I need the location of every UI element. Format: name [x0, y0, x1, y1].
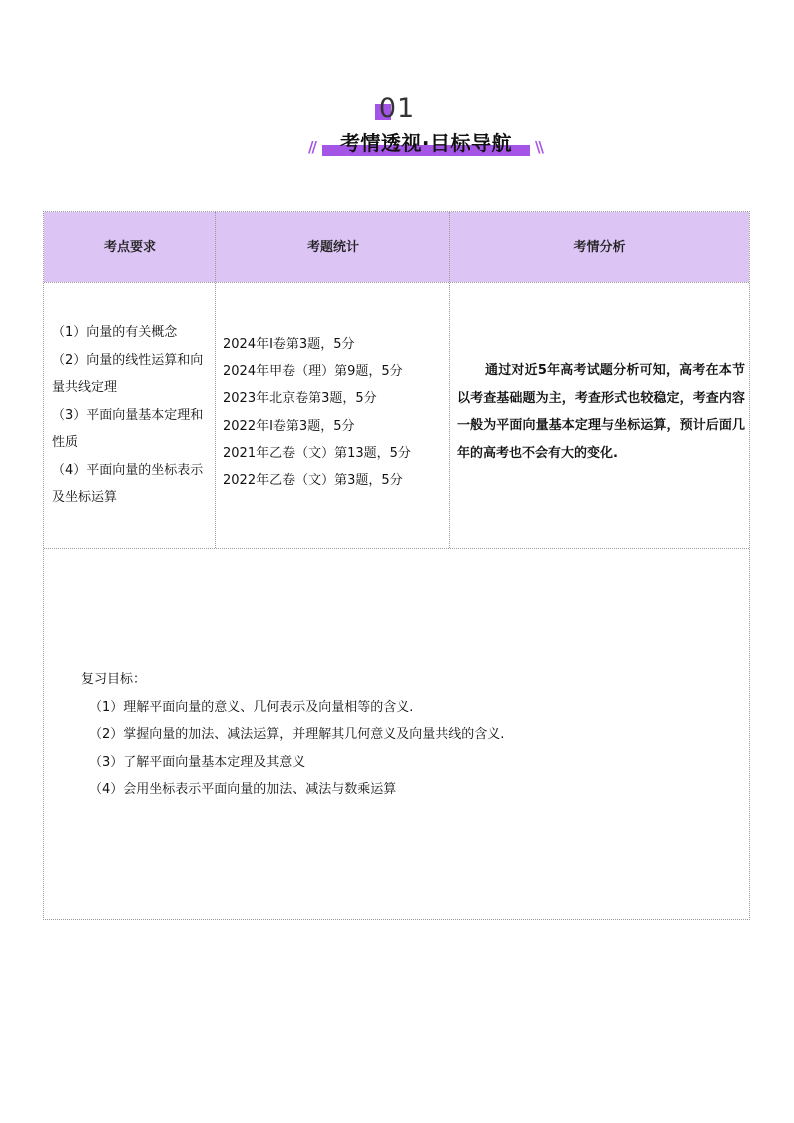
statistics-cell	[216, 283, 449, 548]
section-number-text: 01	[378, 93, 416, 124]
requirements-list	[52, 319, 212, 512]
banner-left-ornament: //	[308, 138, 315, 156]
list-item: （1）向量的有关概念	[52, 325, 178, 340]
list-item: 2021年乙卷（文）第13题，5分	[223, 445, 411, 461]
header-requirements: 考点要求	[44, 212, 216, 282]
list-item: （2）掌握向量的加法、减法运算，并理解其几何意义及向量共线的含义.	[89, 727, 505, 742]
section-number	[367, 94, 427, 126]
list-item: 2024年甲卷（理）第9题，5分	[223, 364, 403, 380]
requirements-cell	[44, 283, 215, 548]
header-analysis: 考情分析	[450, 212, 749, 282]
section-banner	[0, 128, 794, 160]
list-item: （3）平面向量基本定理和性质	[52, 407, 204, 450]
banner-title: 考情透视·目标导航	[339, 131, 513, 155]
list-item: （2）向量的线性运算和向量共线定理	[52, 352, 204, 395]
list-item: （4）平面向量的坐标表示及坐标运算	[52, 462, 204, 505]
list-item: 2024年Ⅰ卷第3题，5分	[223, 337, 355, 352]
divider	[44, 548, 749, 549]
review-goals	[80, 666, 720, 804]
statistics-list	[223, 331, 453, 494]
exam-analysis-table	[43, 211, 750, 920]
list-item: 2022年Ⅰ卷第3题，5分	[223, 418, 355, 434]
analysis-cell	[450, 283, 749, 548]
list-item: （4）会用坐标表示平面向量的加法、减法与数乘运算	[89, 782, 397, 797]
goals-title: 复习目标：	[81, 672, 147, 687]
list-item: （3）了解平面向量基本定理及其意义	[89, 754, 306, 770]
list-item: 2022年乙卷（文）第3题，5分	[223, 473, 403, 489]
list-item: （1）理解平面向量的意义、几何表示及向量相等的含义.	[89, 699, 414, 715]
banner-right-ornament: \\	[535, 138, 542, 156]
header-statistics: 考题统计	[216, 212, 450, 282]
analysis-text: 通过对近5年高考试题分析可知，高考在本节以考查基础题为主，考查形式也较稳定，考查内容一般为平面向量基本定理与坐标运算，预计后面几年的高考也不会有大的变化.	[457, 363, 745, 461]
list-item: 2023年北京卷第3题，5分	[223, 391, 377, 407]
